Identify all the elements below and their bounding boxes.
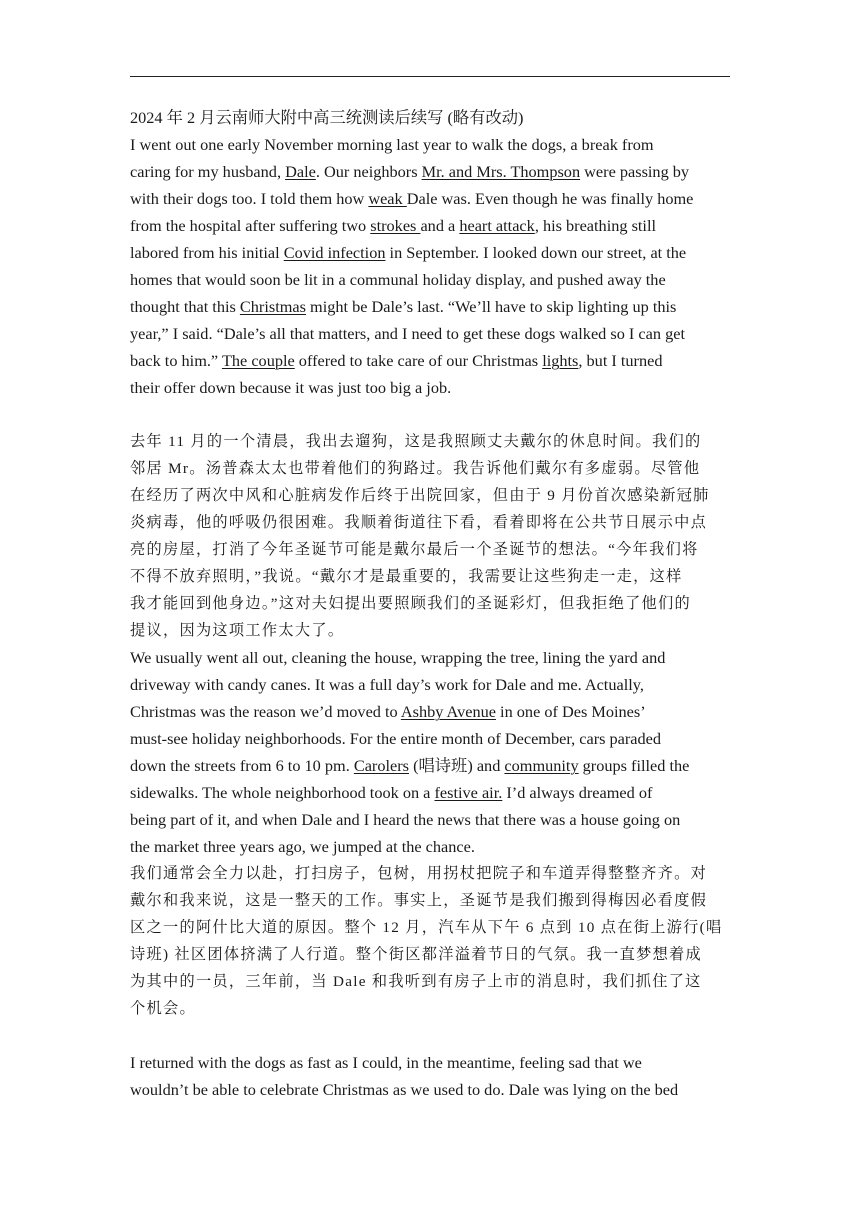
text-run: 我们通常会全力以赴，打扫房子，包树，用拐杖把院子和车道弄得整整齐齐。对 xyxy=(130,865,708,882)
text-run: 个机会。 xyxy=(130,1000,196,1017)
text-run: 邻居 Mr。汤普森太太也带着他们的狗路过。我告诉他们戴尔有多虚弱。尽管他 xyxy=(130,460,701,477)
underlined-term: lights xyxy=(542,351,579,370)
text-line xyxy=(130,995,730,1022)
text-run: must-see holiday neighborhoods. For the entire month of December, cars paraded xyxy=(130,729,662,748)
text-line xyxy=(130,266,730,293)
text-run: driveway with candy canes. It was a full day’s work for Dale and me. Actually, xyxy=(130,675,644,694)
underlined-term: community xyxy=(504,756,579,775)
text-run: caring for my husband, xyxy=(130,162,286,181)
text-line xyxy=(130,212,730,239)
text-run: 区之一的阿什比大道的原因。整个 12 月，汽车从下午 6 点到 10 点在街上游行(唱 xyxy=(130,919,723,936)
text-line xyxy=(130,968,730,995)
text-run: I’d always dreamed of xyxy=(502,783,653,802)
text-run: 提议，因为这项工作太大了。 xyxy=(130,622,345,639)
paragraph-spacer xyxy=(130,401,730,428)
text-run: with their dogs too. I told them how xyxy=(130,189,369,208)
text-line xyxy=(130,590,730,617)
text-run: labored from his initial xyxy=(130,243,284,262)
text-run: 诗班) 社区团体挤满了人行道。整个街区都洋溢着节日的气氛。我一直梦想着成 xyxy=(130,946,703,963)
text-run: the market three years ago, we jumped at the chance. xyxy=(130,837,475,856)
text-line xyxy=(130,644,730,671)
text-line xyxy=(130,131,730,158)
underlined-term: festive air. xyxy=(434,783,503,802)
text-run: . Our neighbors xyxy=(315,162,422,181)
underlined-term: Mr. and Mrs. Thompson xyxy=(421,162,581,181)
text-run: in September. I looked down our street, at the xyxy=(385,243,687,262)
text-line xyxy=(130,941,730,968)
text-line xyxy=(130,509,730,536)
document-body xyxy=(130,104,730,1103)
text-line xyxy=(130,239,730,266)
chinese-translation-paragraph xyxy=(130,428,730,644)
text-run: from the hospital after suffering two xyxy=(130,216,371,235)
underlined-term: Carolers xyxy=(353,756,409,775)
text-line xyxy=(130,455,730,482)
underlined-term: strokes xyxy=(370,216,421,235)
text-run: 去年 11 月的一个清晨，我出去遛狗，这是我照顾丈夫戴尔的休息时间。我们的 xyxy=(130,433,702,450)
text-run: wouldn’t be able to celebrate Christmas as we used to do. Dale was lying on the bed xyxy=(130,1080,679,1099)
text-line xyxy=(130,482,730,509)
text-run: 亮的房屋，打消了今年圣诞节可能是戴尔最后一个圣诞节的想法。“今年我们将 xyxy=(130,541,699,558)
text-line xyxy=(130,320,730,347)
text-run: 炎病毒，他的呼吸仍很困难。我顺着街道往下看，看着即将在公共节日展示中点 xyxy=(130,514,708,531)
text-line xyxy=(130,1049,730,1076)
text-run: Christmas was the reason we’d moved to xyxy=(130,702,401,721)
text-run: and a xyxy=(420,216,460,235)
text-run: thought that this xyxy=(130,297,240,316)
text-run: might be Dale’s last. “We’ll have to skip lighting up this xyxy=(305,297,677,316)
underlined-term: heart attack xyxy=(459,216,535,235)
underlined-term: Dale xyxy=(285,162,316,181)
text-line xyxy=(130,887,730,914)
text-run: I returned with the dogs as fast as I could, in the meantime, feeling sad that we xyxy=(130,1053,642,1072)
text-line xyxy=(130,536,730,563)
english-paragraph xyxy=(130,644,730,860)
text-run: We usually went all out, cleaning the house, wrapping the tree, lining the yard and xyxy=(130,648,666,667)
text-run: Dale was. Even though he was finally home xyxy=(406,189,694,208)
text-line xyxy=(130,293,730,320)
text-run: year,” I said. “Dale’s all that matters, and I need to get these dogs walked so I can get xyxy=(130,324,685,343)
text-line xyxy=(130,617,730,644)
text-run: , his breathing still xyxy=(534,216,657,235)
document-title: 2024 年 2 月云南师大附中高三统测读后续写 (略有改动) xyxy=(130,108,524,127)
text-line xyxy=(130,806,730,833)
text-line xyxy=(130,914,730,941)
text-line xyxy=(130,347,730,374)
text-run: I went out one early November morning last year to walk the dogs, a break from xyxy=(130,135,654,154)
text-line xyxy=(130,158,730,185)
underlined-term: weak xyxy=(368,189,407,208)
text-line xyxy=(130,833,730,860)
text-run: 为其中的一员，三年前，当 Dale 和我听到有房子上市的消息时，我们抓住了这 xyxy=(130,973,702,990)
text-run: homes that would soon be lit in a communal holiday display, and pushed away the xyxy=(130,270,666,289)
text-run: in one of Des Moines’ xyxy=(495,702,646,721)
header-rule xyxy=(130,76,730,77)
underlined-term: Covid infection xyxy=(283,243,386,262)
text-line xyxy=(130,185,730,212)
text-run: groups filled the xyxy=(578,756,690,775)
text-line xyxy=(130,671,730,698)
text-run: 在经历了两次中风和心脏病发作后终于出院回家，但由于 9 月份首次感染新冠肺 xyxy=(130,487,710,504)
text-run: being part of it, and when Dale and I heard the news that there was a house going on xyxy=(130,810,681,829)
text-line xyxy=(130,428,730,455)
text-run: down the streets from 6 to 10 pm. xyxy=(130,756,354,775)
text-run: were passing by xyxy=(580,162,690,181)
paragraph-spacer xyxy=(130,1022,730,1049)
text-line xyxy=(130,563,730,590)
text-line xyxy=(130,860,730,887)
chinese-translation-paragraph xyxy=(130,860,730,1022)
text-run: , but I turned xyxy=(578,351,663,370)
text-line xyxy=(130,752,730,779)
underlined-term: Christmas xyxy=(239,297,306,316)
text-line xyxy=(130,1076,730,1103)
text-run: offered to take care of our Christmas xyxy=(294,351,543,370)
english-paragraph xyxy=(130,1049,730,1103)
text-line xyxy=(130,779,730,806)
text-line xyxy=(130,698,730,725)
text-run: sidewalks. The whole neighborhood took on a xyxy=(130,783,435,802)
text-run: their offer down because it was just too big a job. xyxy=(130,378,452,397)
text-run: (唱诗班) and xyxy=(409,756,505,775)
text-line xyxy=(130,374,730,401)
english-paragraph xyxy=(130,131,730,401)
underlined-term: Ashby Avenue xyxy=(400,702,496,721)
text-run: 我才能回到他身边。”这对夫妇提出要照顾我们的圣诞彩灯，但我拒绝了他们的 xyxy=(130,595,692,612)
text-run: back to him.” xyxy=(130,351,222,370)
text-line xyxy=(130,725,730,752)
text-run: 戴尔和我来说，这是一整天的工作。事实上，圣诞节是我们搬到得梅因必看度假 xyxy=(130,892,708,909)
underlined-term: The couple xyxy=(221,351,295,370)
paragraphs-container xyxy=(130,131,730,1103)
text-run: 不得不放弃照明，”我说。“戴尔才是最重要的，我需要让这些狗走一走，这样 xyxy=(130,568,683,585)
